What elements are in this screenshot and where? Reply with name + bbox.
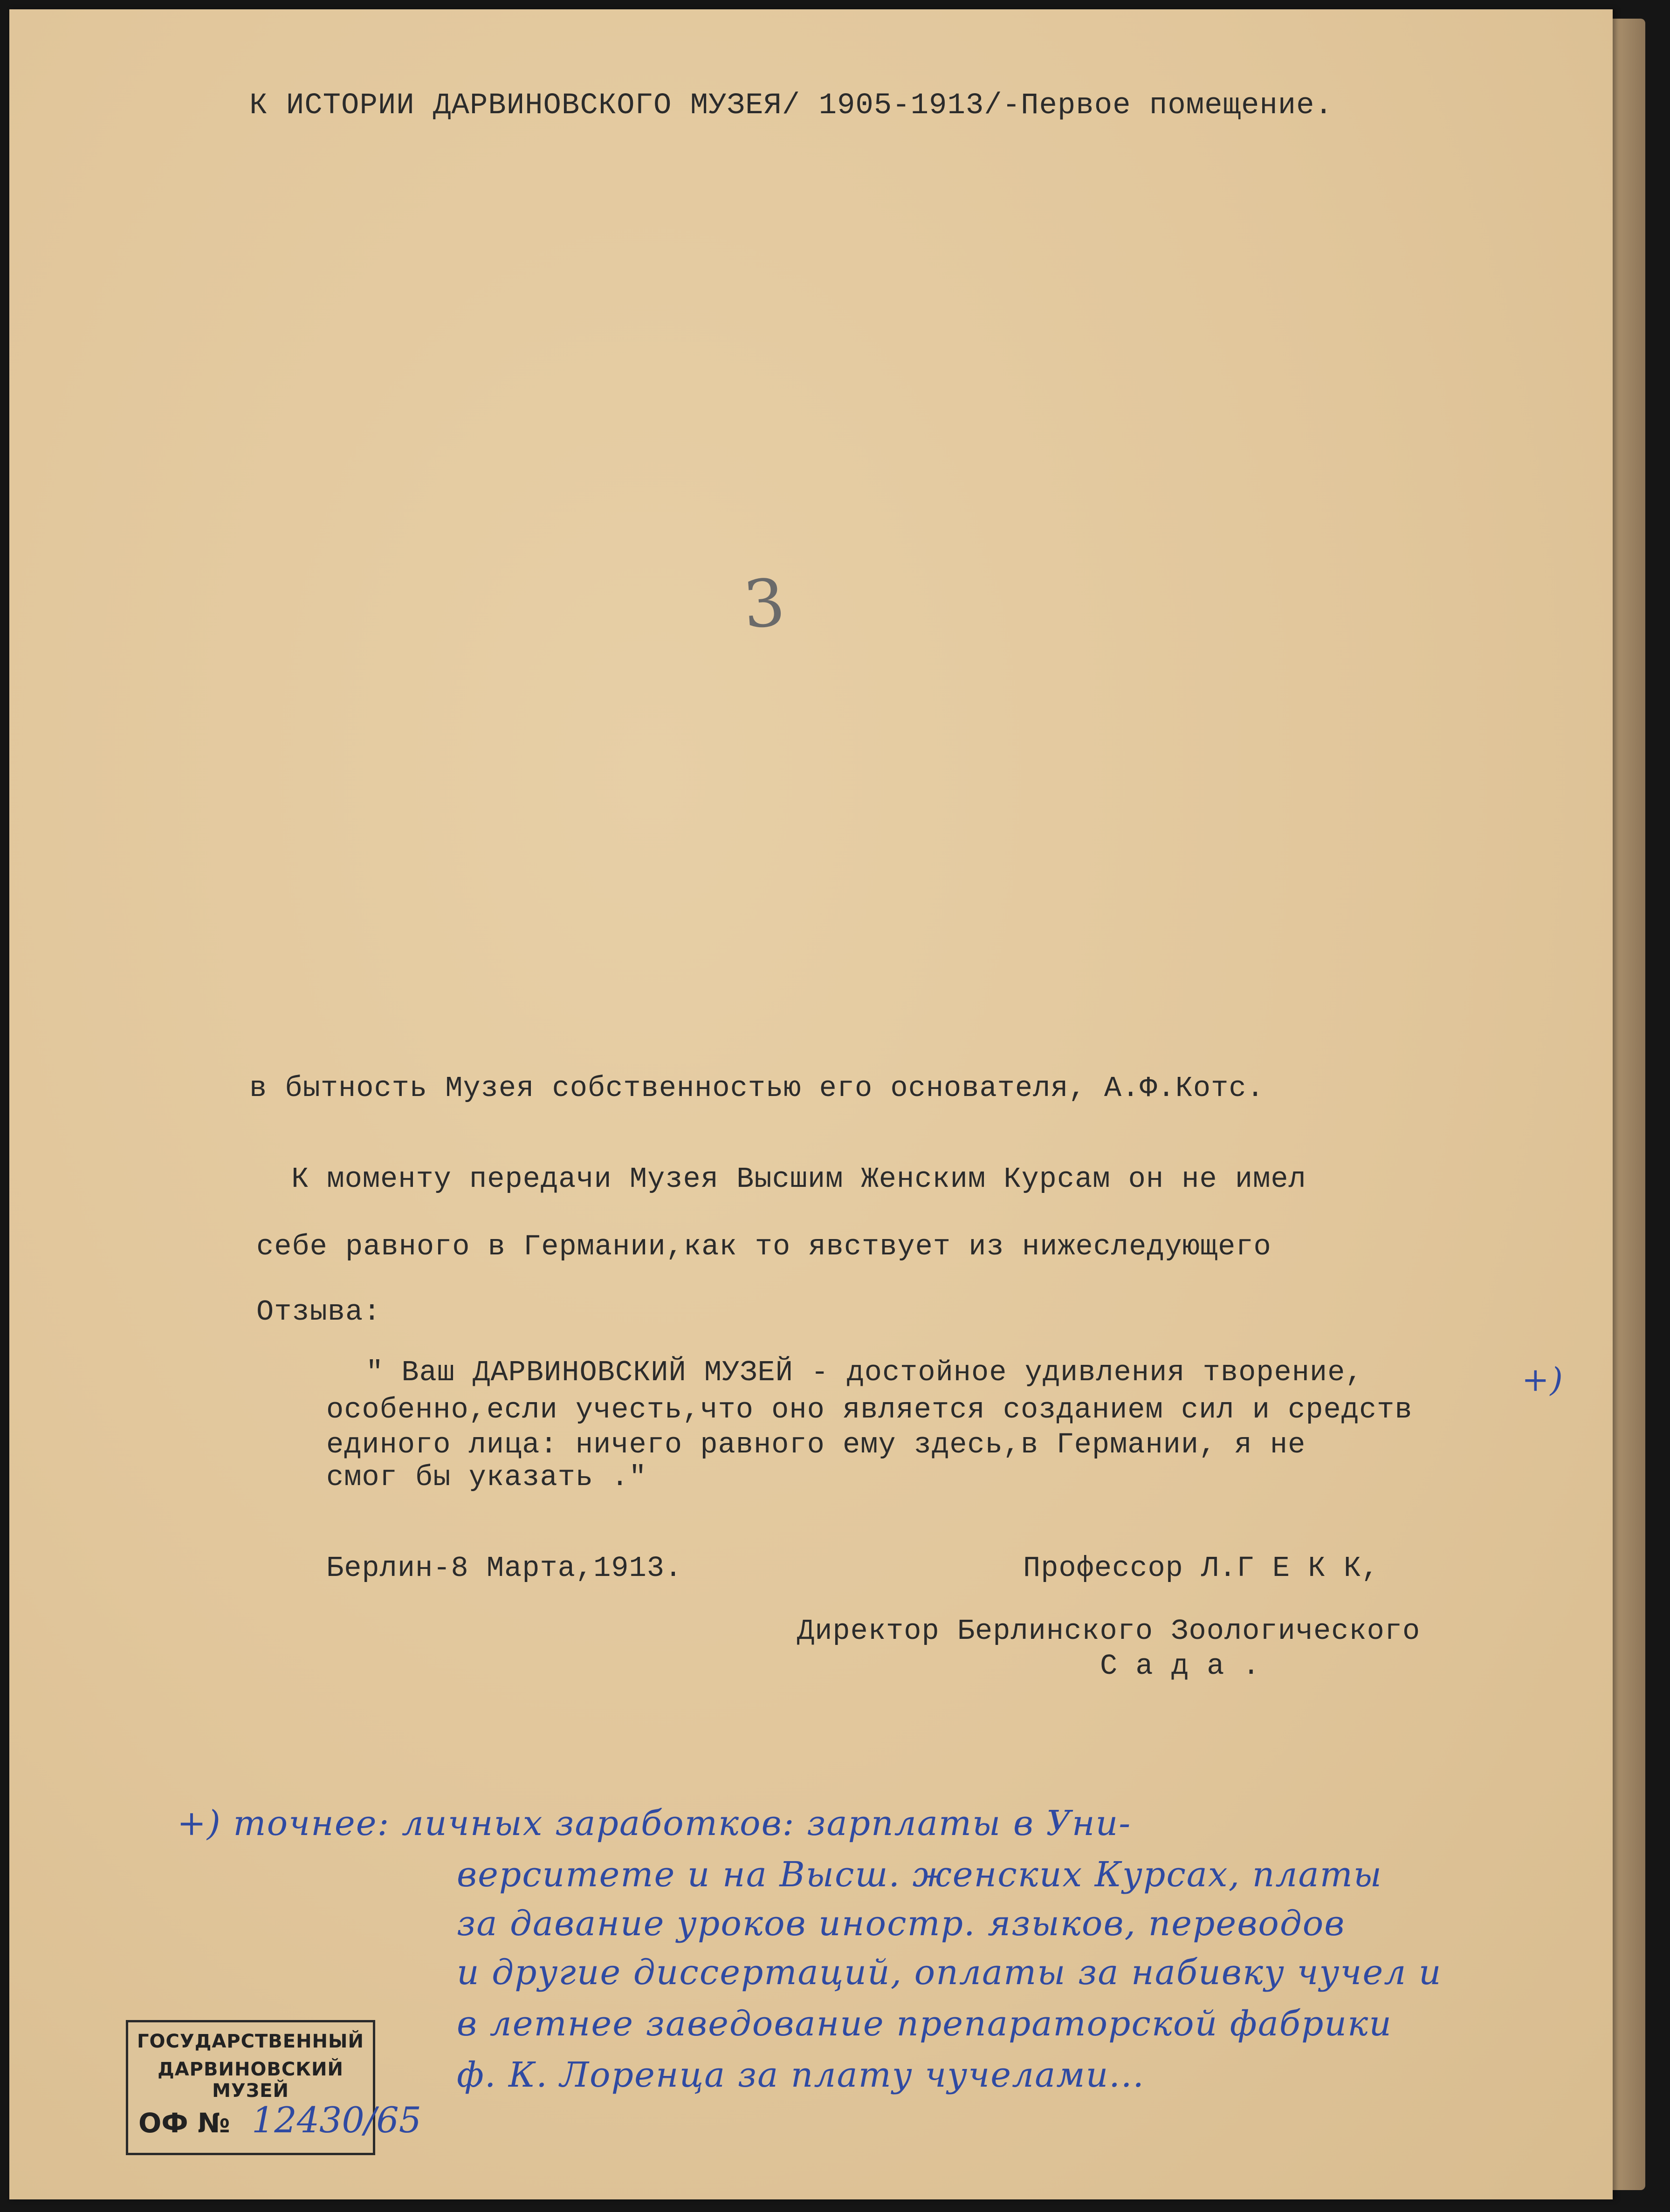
museum-inventory-stamp bbox=[126, 2020, 422, 2155]
body-line-2: К моменту передачи Музея Высшим Женским Курсам он не имел bbox=[291, 1163, 1306, 1196]
quote-line-3: единого лица: ничего равного ему здесь,в Германии, я не bbox=[326, 1428, 1306, 1461]
stamp-line-2: ДАРВИНОВСКИЙ МУЗЕЙ bbox=[158, 2059, 344, 2102]
handwritten-note-line-3: за давание уроков иностр. языков, переводов bbox=[457, 1904, 1346, 1944]
handwritten-note-line-1: +) точнее: личных заработков: зарплаты в Уни- bbox=[177, 1803, 1132, 1843]
stamp-of-label: ОФ № bbox=[138, 2107, 230, 2139]
signatory-title-2: С а д а . bbox=[1100, 1650, 1260, 1683]
handwritten-note-line-2: верситете и на Высш. женских Курсах, платы bbox=[457, 1855, 1383, 1895]
body-line-4: Отзыва: bbox=[256, 1295, 381, 1329]
quote-line-1: " Ваш ДАРВИНОВСКИЙ МУЗЕЙ - достойное удивления творение, bbox=[366, 1356, 1363, 1389]
quote-line-4: смог бы указать ." bbox=[326, 1461, 647, 1494]
body-line-1: в бытность Музея собственностью его основателя, А.Ф.Котс. bbox=[249, 1072, 1265, 1105]
signatory-title: Директор Берлинского Зоологического bbox=[797, 1615, 1421, 1648]
document-heading: К ИСТОРИИ ДАРВИНОВСКОГО МУЗЕЯ/ 1905-1913/-Первое помещение. bbox=[249, 89, 1333, 123]
place-date: Берлин-8 Марта,1913. bbox=[326, 1552, 683, 1585]
document-sheet bbox=[9, 9, 1613, 2199]
handwritten-note-line-6: ф. К. Лоренца за плату чучелами... bbox=[457, 2055, 1145, 2095]
body-line-3: себе равного в Германии,как то явствует из нижеследующего bbox=[256, 1230, 1271, 1263]
page-number: 3 bbox=[741, 565, 788, 644]
stamp-line-1: ГОСУДАРСТВЕННЫЙ bbox=[137, 2031, 364, 2052]
handwritten-note-line-5: в летнее заведование препараторской фабрики bbox=[457, 2004, 1392, 2044]
quote-line-2: особенно,если учесть,что оно является созданием сил и средств bbox=[326, 1393, 1413, 1426]
stamp-inventory-number: 12430/65 bbox=[252, 2099, 422, 2141]
footnote-marker: +) bbox=[1522, 1361, 1564, 1399]
signatory-name: Профессор Л.Г Е К К, bbox=[1023, 1552, 1380, 1585]
handwritten-note-line-4: и другие диссертаций, оплаты за набивку чучел и bbox=[457, 1952, 1442, 1993]
